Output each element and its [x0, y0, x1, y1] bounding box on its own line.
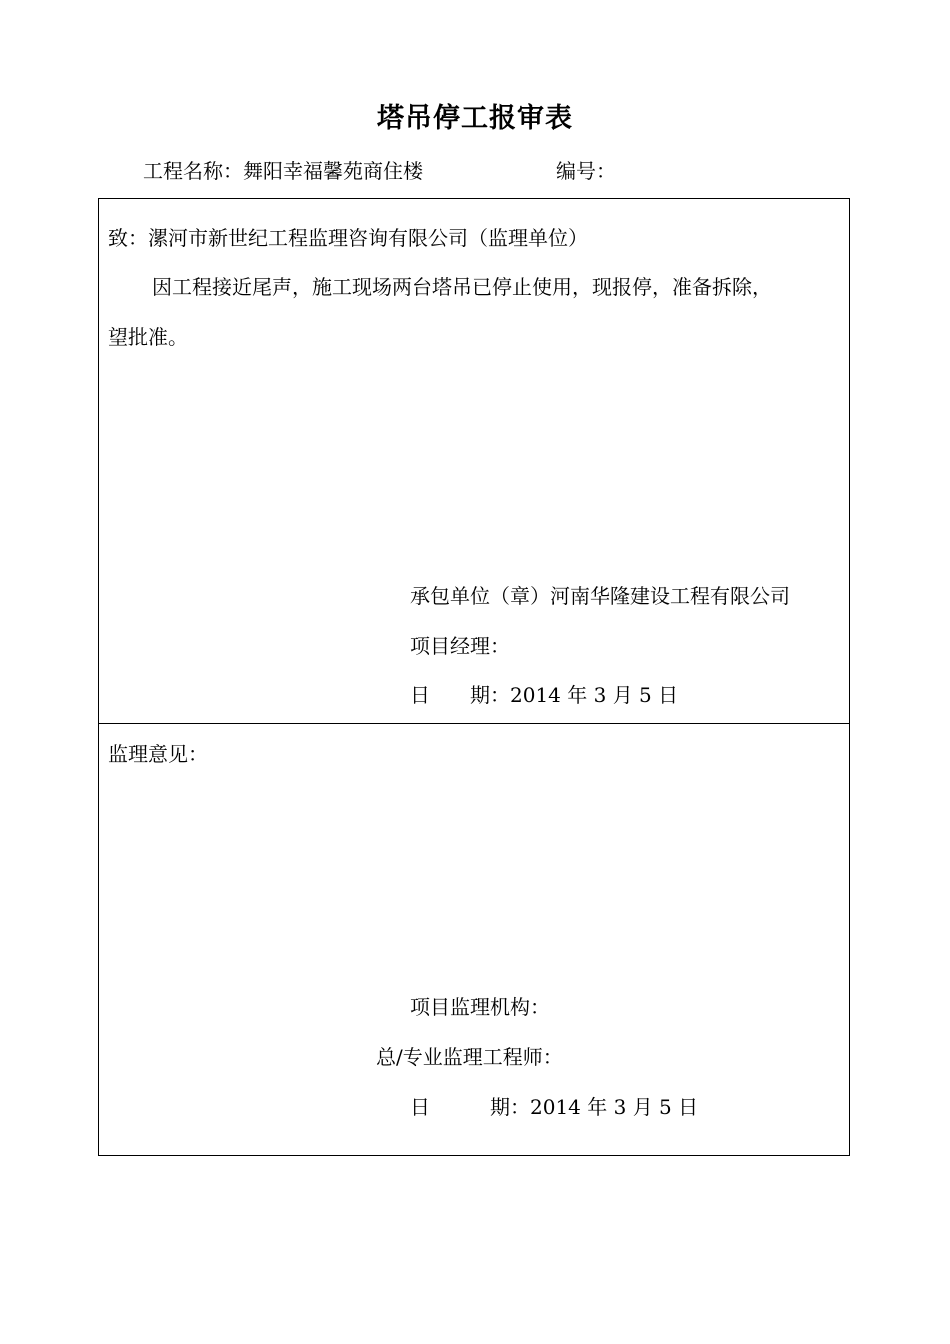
addressee-row: [108, 224, 588, 252]
addressee-label: 致：: [108, 226, 148, 250]
application-date-label: 日 期：: [410, 683, 510, 707]
application-content-line2: 望批准。: [108, 325, 188, 349]
project-name-value: 舞阳幸福馨苑商住楼: [243, 159, 423, 183]
supervision-org-label: 项目监理机构：: [410, 995, 550, 1019]
page-title: 塔吊停工报审表: [377, 103, 573, 134]
project-name-label: 工程名称：: [143, 159, 243, 183]
supervision-opinion-label: 监理意见：: [108, 742, 208, 766]
number-label: 编号：: [556, 159, 616, 183]
project-manager-label: 项目经理：: [410, 634, 510, 658]
contractor-row: [410, 582, 790, 610]
application-date-value: 2014 年 3 月 5 日: [510, 683, 679, 707]
supervision-date-row: [410, 1093, 698, 1121]
project-name-row: [143, 157, 423, 185]
addressee-value: 漯河市新世纪工程监理咨询有限公司（监理单位）: [148, 226, 588, 250]
application-content-line1: 因工程接近尾声，施工现场两台塔吊已停止使用，现报停，准备拆除，: [152, 275, 772, 299]
contractor-label: 承包单位（章）: [410, 584, 550, 608]
supervision-engineer-label: 总/专业监理工程师：: [376, 1045, 563, 1069]
supervision-date-label: 日 期：: [410, 1095, 530, 1119]
supervision-date-value: 2014 年 3 月 5 日: [530, 1095, 699, 1119]
section-divider: [98, 723, 850, 724]
contractor-value: 河南华隆建设工程有限公司: [550, 584, 790, 608]
application-date-row: [410, 681, 678, 709]
